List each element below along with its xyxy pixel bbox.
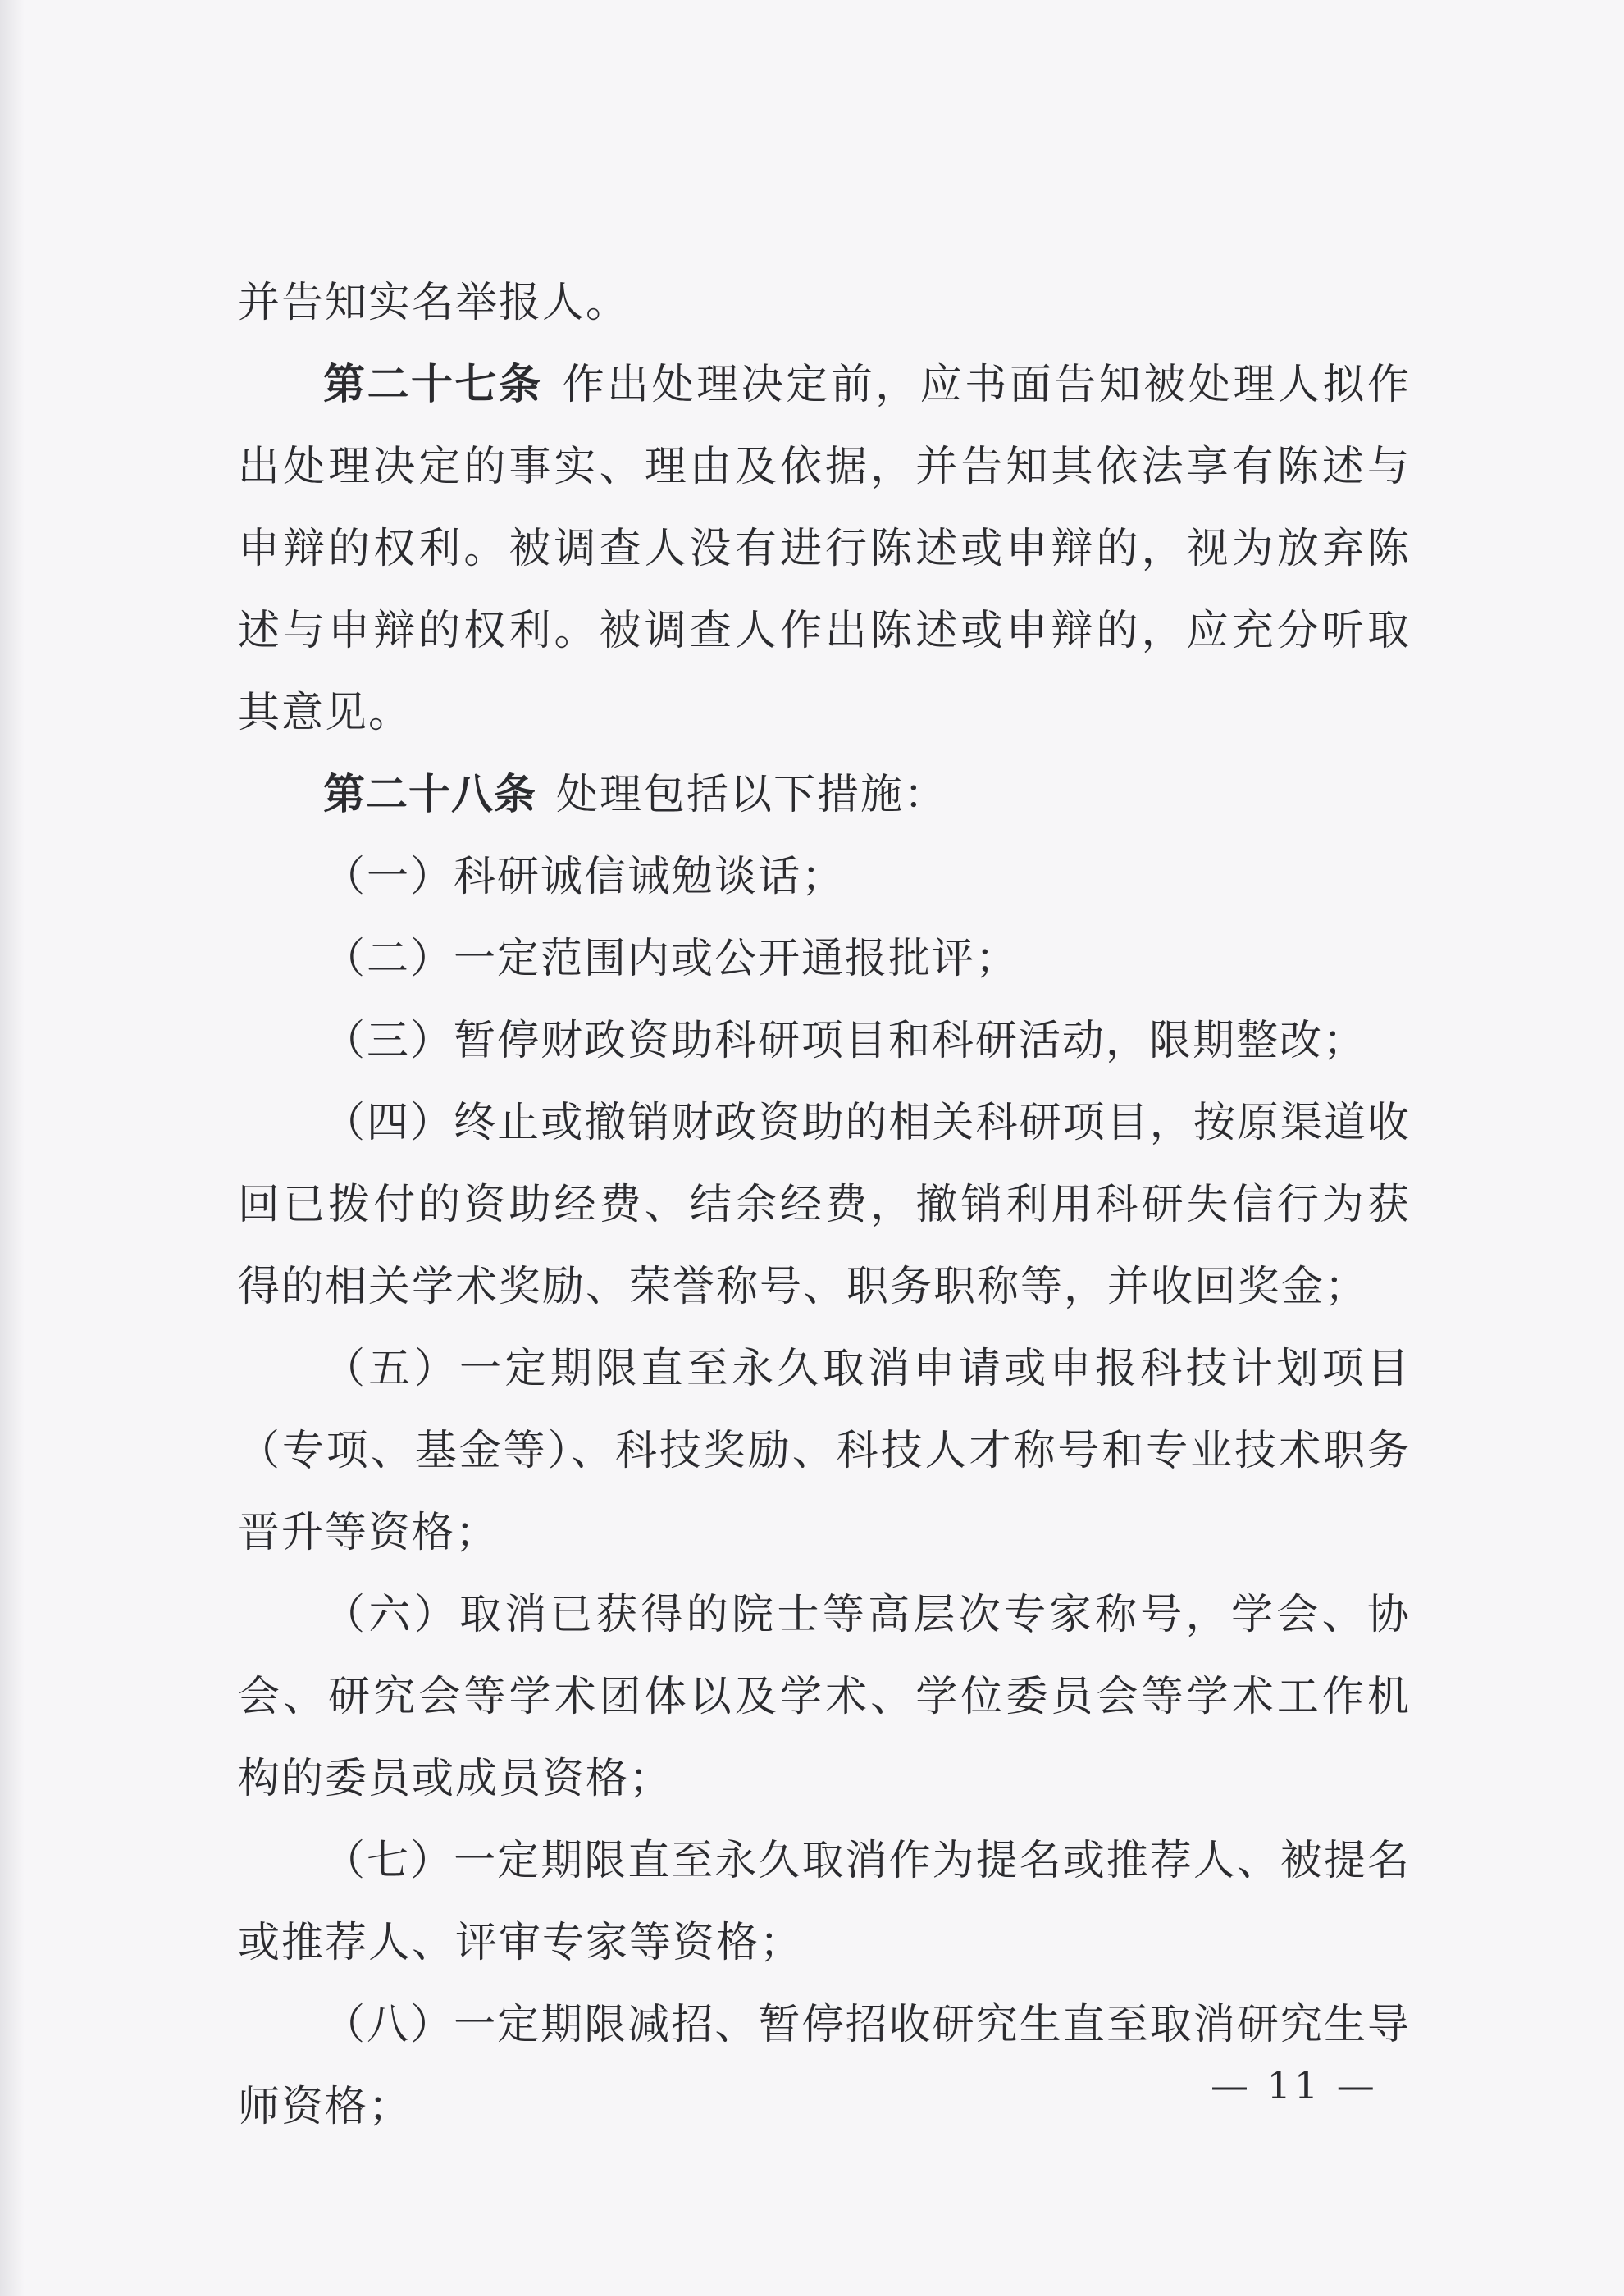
paragraph-text: 处理包括以下措施： xyxy=(556,771,948,819)
measure-item-7 xyxy=(238,1820,1411,1984)
measure-item-2 xyxy=(238,918,1411,1000)
article-label: 第二十八条 xyxy=(323,771,537,819)
measure-item-1 xyxy=(238,836,1411,918)
document-body xyxy=(238,262,1411,2148)
paragraph-text: （七）一定期限直至永久取消作为提名或推荐人、被提名或推荐人、评审专家等资格； xyxy=(238,1837,1411,1967)
paragraph-text: 作出处理决定前，应书面告知被处理人拟作出处理决定的事实、理由及依据，并告知其依法享有陈述与申辩的权利。被调查人没有进行陈述或申辩的，视为放弃陈述与申辩的权利。被调查人作出陈述或申辩的，应充分听取其意见。 xyxy=(238,361,1411,737)
paragraph-text: （五）一定期限直至永久取消申请或申报科技计划项目（专项、基金等）、科技奖励、科技人才称号和专业技术职务晋升等资格； xyxy=(238,1345,1411,1557)
paragraph-text: （二）一定范围内或公开通报批评； xyxy=(323,935,1020,983)
measure-item-6 xyxy=(238,1574,1411,1820)
article-28 xyxy=(238,754,1411,836)
page-number: — 11 — xyxy=(1211,2063,1378,2107)
article-27 xyxy=(238,344,1411,754)
paragraph-continuation xyxy=(238,262,1411,344)
measure-item-5 xyxy=(238,1328,1411,1574)
measure-item-4 xyxy=(238,1082,1411,1328)
paragraph-text: （一）科研诚信诫勉谈话； xyxy=(323,853,846,901)
scan-edge-shadow xyxy=(0,0,25,2296)
paragraph-text: （八）一定期限减招、暂停招收研究生直至取消研究生导师资格； xyxy=(238,2001,1411,2131)
measure-item-3 xyxy=(238,1000,1411,1082)
paragraph-text: （六）取消已获得的院士等高层次专家称号，学会、协会、研究会等学术团体以及学术、学位委员会等学术工作机构的委员或成员资格； xyxy=(238,1591,1411,1803)
article-label: 第二十七条 xyxy=(323,361,543,409)
paragraph-text: （四）终止或撤销财政资助的相关科研项目，按原渠道收回已拨付的资助经费、结余经费，撤销利用科研失信行为获得的相关学术奖励、荣誉称号、职务职称等，并收回奖金； xyxy=(238,1099,1411,1311)
paragraph-text: 并告知实名举报人。 xyxy=(238,279,630,327)
paragraph-text: （三）暂停财政资助科研项目和科研活动，限期整改； xyxy=(323,1017,1367,1065)
